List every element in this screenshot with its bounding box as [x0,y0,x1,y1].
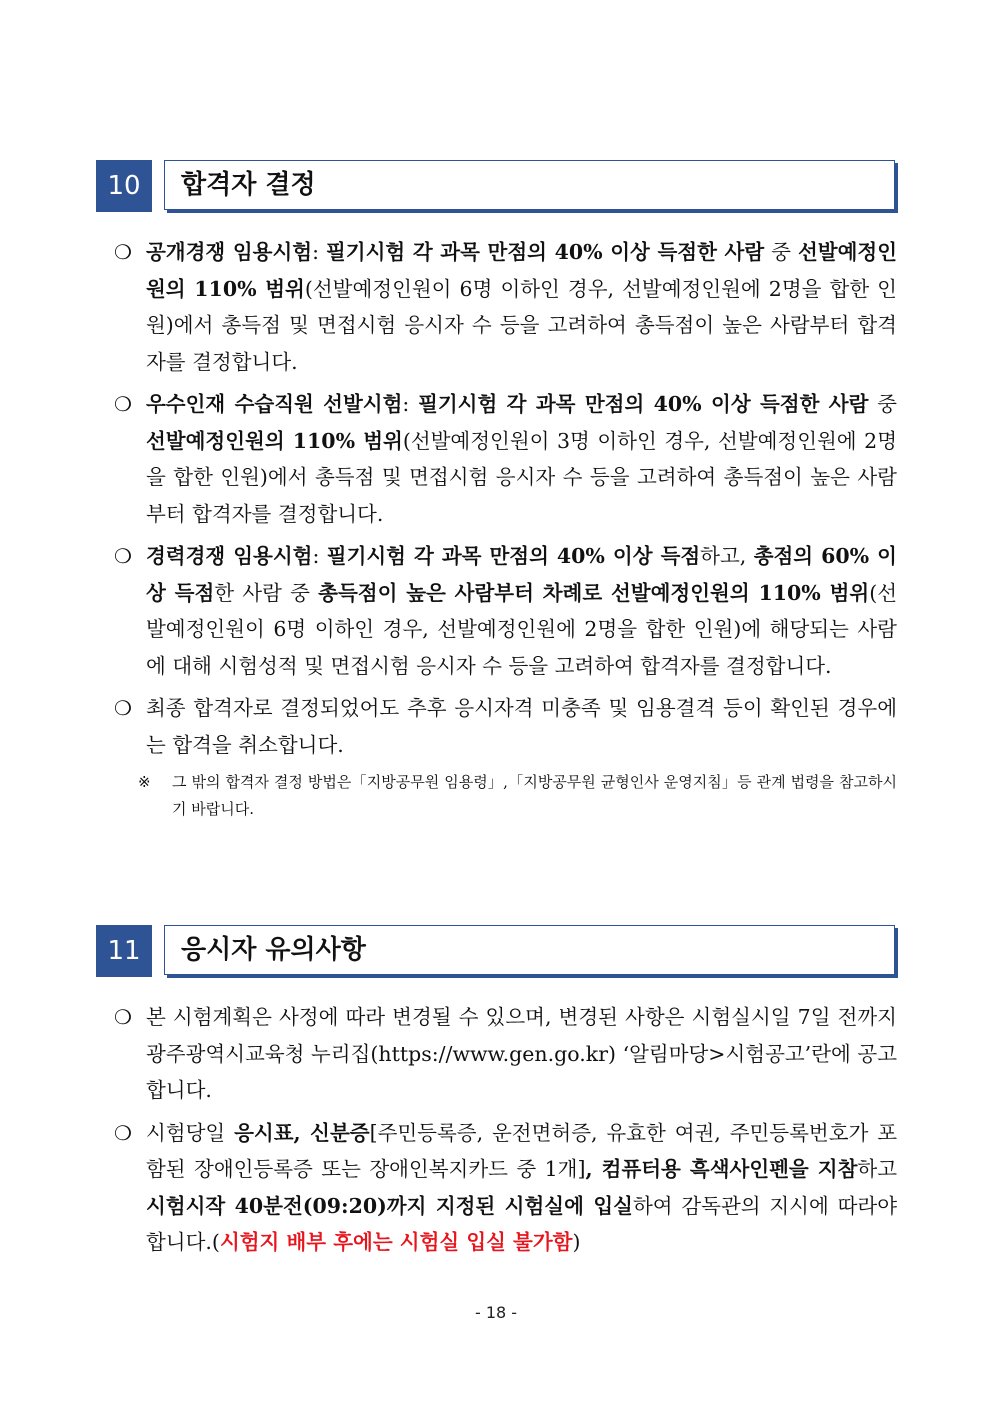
body-text: : [312,240,326,264]
emphasis-text: 우수인재 수습직원 선발시험 [146,392,403,416]
emphasis-text: 공개경쟁 임용시험 [146,240,313,264]
note-mark-icon: ※ [138,773,151,791]
bullet-item [112,538,897,684]
body-text: : [402,392,419,416]
reference-note [138,769,897,823]
body-text: 시험당일 [146,1120,235,1145]
emphasis-text: 선발예정인원의 110% 범위 [146,240,897,301]
section-10-title: 합격자 결정 [181,170,316,200]
circle-bullet-icon: ❍ [114,392,132,416]
body-text: : [312,544,327,568]
emphasis-text: 경력경쟁 임용시험 [146,544,313,568]
warning-text: 시험지 배부 후에는 시험실 입실 불가함 [219,1230,573,1254]
section-10-list [112,234,897,823]
section-10-number: 10 [96,160,152,212]
emphasis-text: 시험시작 40분전(09:20)까지 지정된 시험실에 입실 [146,1193,633,1218]
emphasis-text: 필기시험 각 과목 만점의 40% 이상 득점한 사람 [326,240,765,264]
section-11-title: 응시자 유의사항 [181,935,366,965]
section-10-header [96,160,895,212]
body-text: 하고 [857,1157,897,1181]
body-text: 최종 합격자로 결정되었어도 추후 응시자격 미충족 및 임용결격 등이 확인된 경우에는 합격을 취소합니다. [146,696,897,757]
emphasis-text: 선발예정인원의 110% 범위 [146,428,403,453]
bullet-item [112,386,897,532]
circle-bullet-icon: ❍ [114,544,132,568]
emphasis-text: 총득점이 높은 사람부터 차례로 선발예정인원의 110% 범위 [318,580,870,605]
body-text: 하여 감독관의 지시에 따라야 합니다.( [146,1193,898,1254]
section-10-title-box [164,160,895,210]
emphasis-text: 총점의 60% 이상 득점 [146,544,897,605]
section-11-number: 11 [96,925,152,977]
body-text: ) [572,1230,581,1254]
body-text: [주민등록증, 운전면허증, 유효한 여권, 주민등록번호가 포함된 장애인등록증 또는 장애인복지카드 중 1개] [146,1120,898,1181]
body-text: (선발예정인원이 6명 이하인 경우, 선발예정인원에 2명을 합한 인원)에서 총득점 및 면접시험 응시자 수 등을 고려하여 총득점이 높은 사람부터 합격자를 결정합니다. [146,276,897,374]
bullet-item [112,234,897,380]
body-text: 중 [868,392,897,416]
body-text: 본 시험계획은 사정에 따라 변경될 수 있으며, 변경된 사항은 시험실시일 7일 전까지 광주광역시교육청 누리집(https://www.gen.go.kr) ‘알림마당>시험공고’란에 공고합니다. [146,1005,897,1102]
bullet-item [112,1115,897,1261]
section-11-title-box [164,925,895,975]
emphasis-text: 필기시험 각 과목 만점의 40% 이상 득점한 사람 [418,392,869,416]
circle-bullet-icon: ❍ [114,1005,132,1029]
section-11-list [112,999,897,1267]
section-11-header [96,925,895,977]
circle-bullet-icon: ❍ [114,1120,132,1145]
note-text: 그 밖의 합격자 결정 방법은「지방공무원 임용령」,「지방공무원 균형인사 운영지침」등 관계 법령을 참고하시기 바랍니다. [172,773,897,818]
body-text: (선발예정인원이 6명 이하인 경우, 선발예정인원에 2명을 합한 인원)에 해당되는 사람에 대해 시험성적 및 면접시험 응시자 수 등을 고려하여 합격자를 결정합니다. [146,580,898,678]
body-text: (선발예정인원이 3명 이하인 경우, 선발예정인원에 2명을 합한 인원)에서 총득점 및 면접시험 응시자 수 등을 고려하여 총득점이 높은 사람부터 합격자를 결정합니다. [146,428,897,526]
page-number: - 18 - [474,1303,518,1322]
body-text: 한 사람 중 [214,580,319,605]
emphasis-text: 응시표, 신분증 [234,1120,370,1145]
body-text: 중 [764,240,798,264]
emphasis-text: , 컴퓨터용 흑색사인펜을 지참 [585,1157,858,1181]
circle-bullet-icon: ❍ [114,696,132,720]
body-text: 하고, [700,544,754,568]
emphasis-text: 필기시험 각 과목 만점의 40% 이상 득점 [326,544,701,568]
circle-bullet-icon: ❍ [114,240,132,264]
bullet-item [112,999,897,1109]
bullet-item [112,690,897,763]
